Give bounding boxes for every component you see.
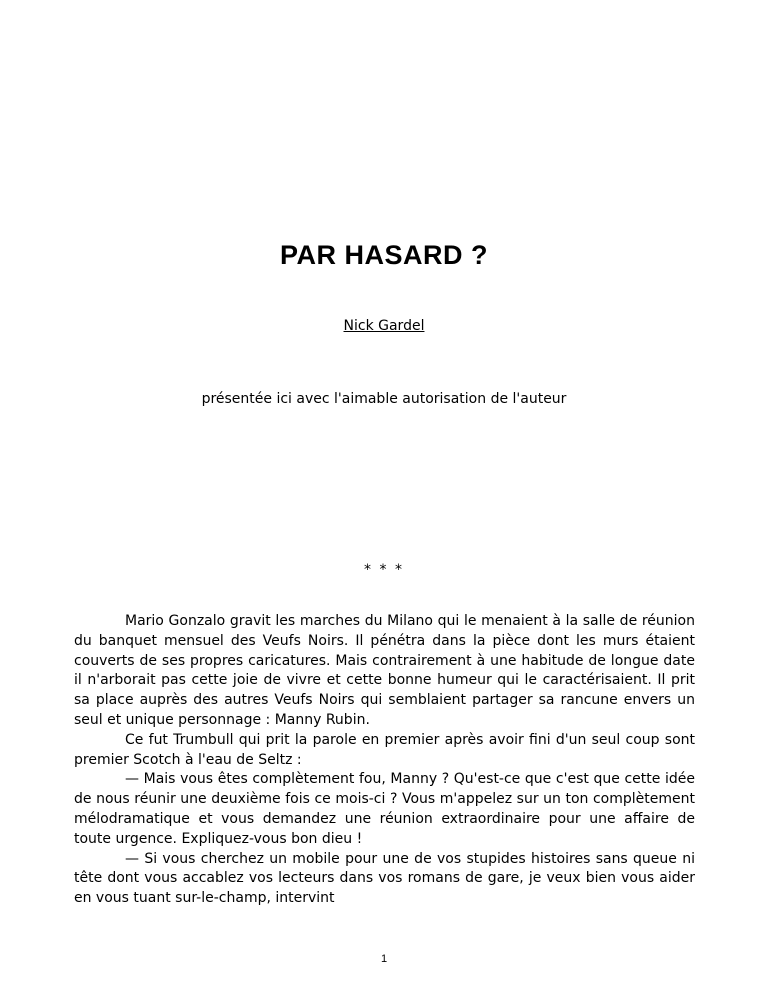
paragraph: — Si vous cherchez un mobile pour une de vos stupides histoires sans queue ni tête dont vous accablez vos lecteurs dans vos romans de gare, je veux bien vous aider en vous tuant sur-le-champ, intervint xyxy=(74,850,695,907)
section-separator: * * * xyxy=(364,562,404,578)
author-link[interactable]: Nick Gardel xyxy=(343,318,425,334)
permission-note: présentée ici avec l'aimable autorisation de l'auteur xyxy=(201,391,567,407)
story-body xyxy=(74,612,695,909)
paragraph: — Mais vous êtes complètement fou, Manny ? Qu'est-ce que c'est que cette idée de nous réunir une deuxième fois ce mois-ci ? Vous m'appelez sur un ton complètement mélodramatique et vous demandez une réunion extraordinaire pour une affaire de toute urgence. Expliquez-vous bon dieu ! xyxy=(74,771,695,847)
page-number: 1 xyxy=(380,953,388,965)
story-title: PAR HASARD ? xyxy=(280,240,488,270)
paragraph: Ce fut Trumbull qui prit la parole en premier après avoir fini d'un seul coup sont premier Scotch à l'eau de Seltz : xyxy=(74,731,695,768)
paragraph: Mario Gonzalo gravit les marches du Milano qui le menaient à la salle de réunion du banquet mensuel des Veufs Noirs. Il pénétra dans la pièce dont les murs étaient couverts de ses propres caricatures. Mais contrairement à une habitude de longue date il n'arborait pas cette joie de vivre et cette bonne humeur qui le caractérisaient. Il prit sa place auprès des autres Veufs Noirs qui semblaient partager sa rancune envers un seul et unique personnage : Manny Rubin. xyxy=(74,613,695,728)
